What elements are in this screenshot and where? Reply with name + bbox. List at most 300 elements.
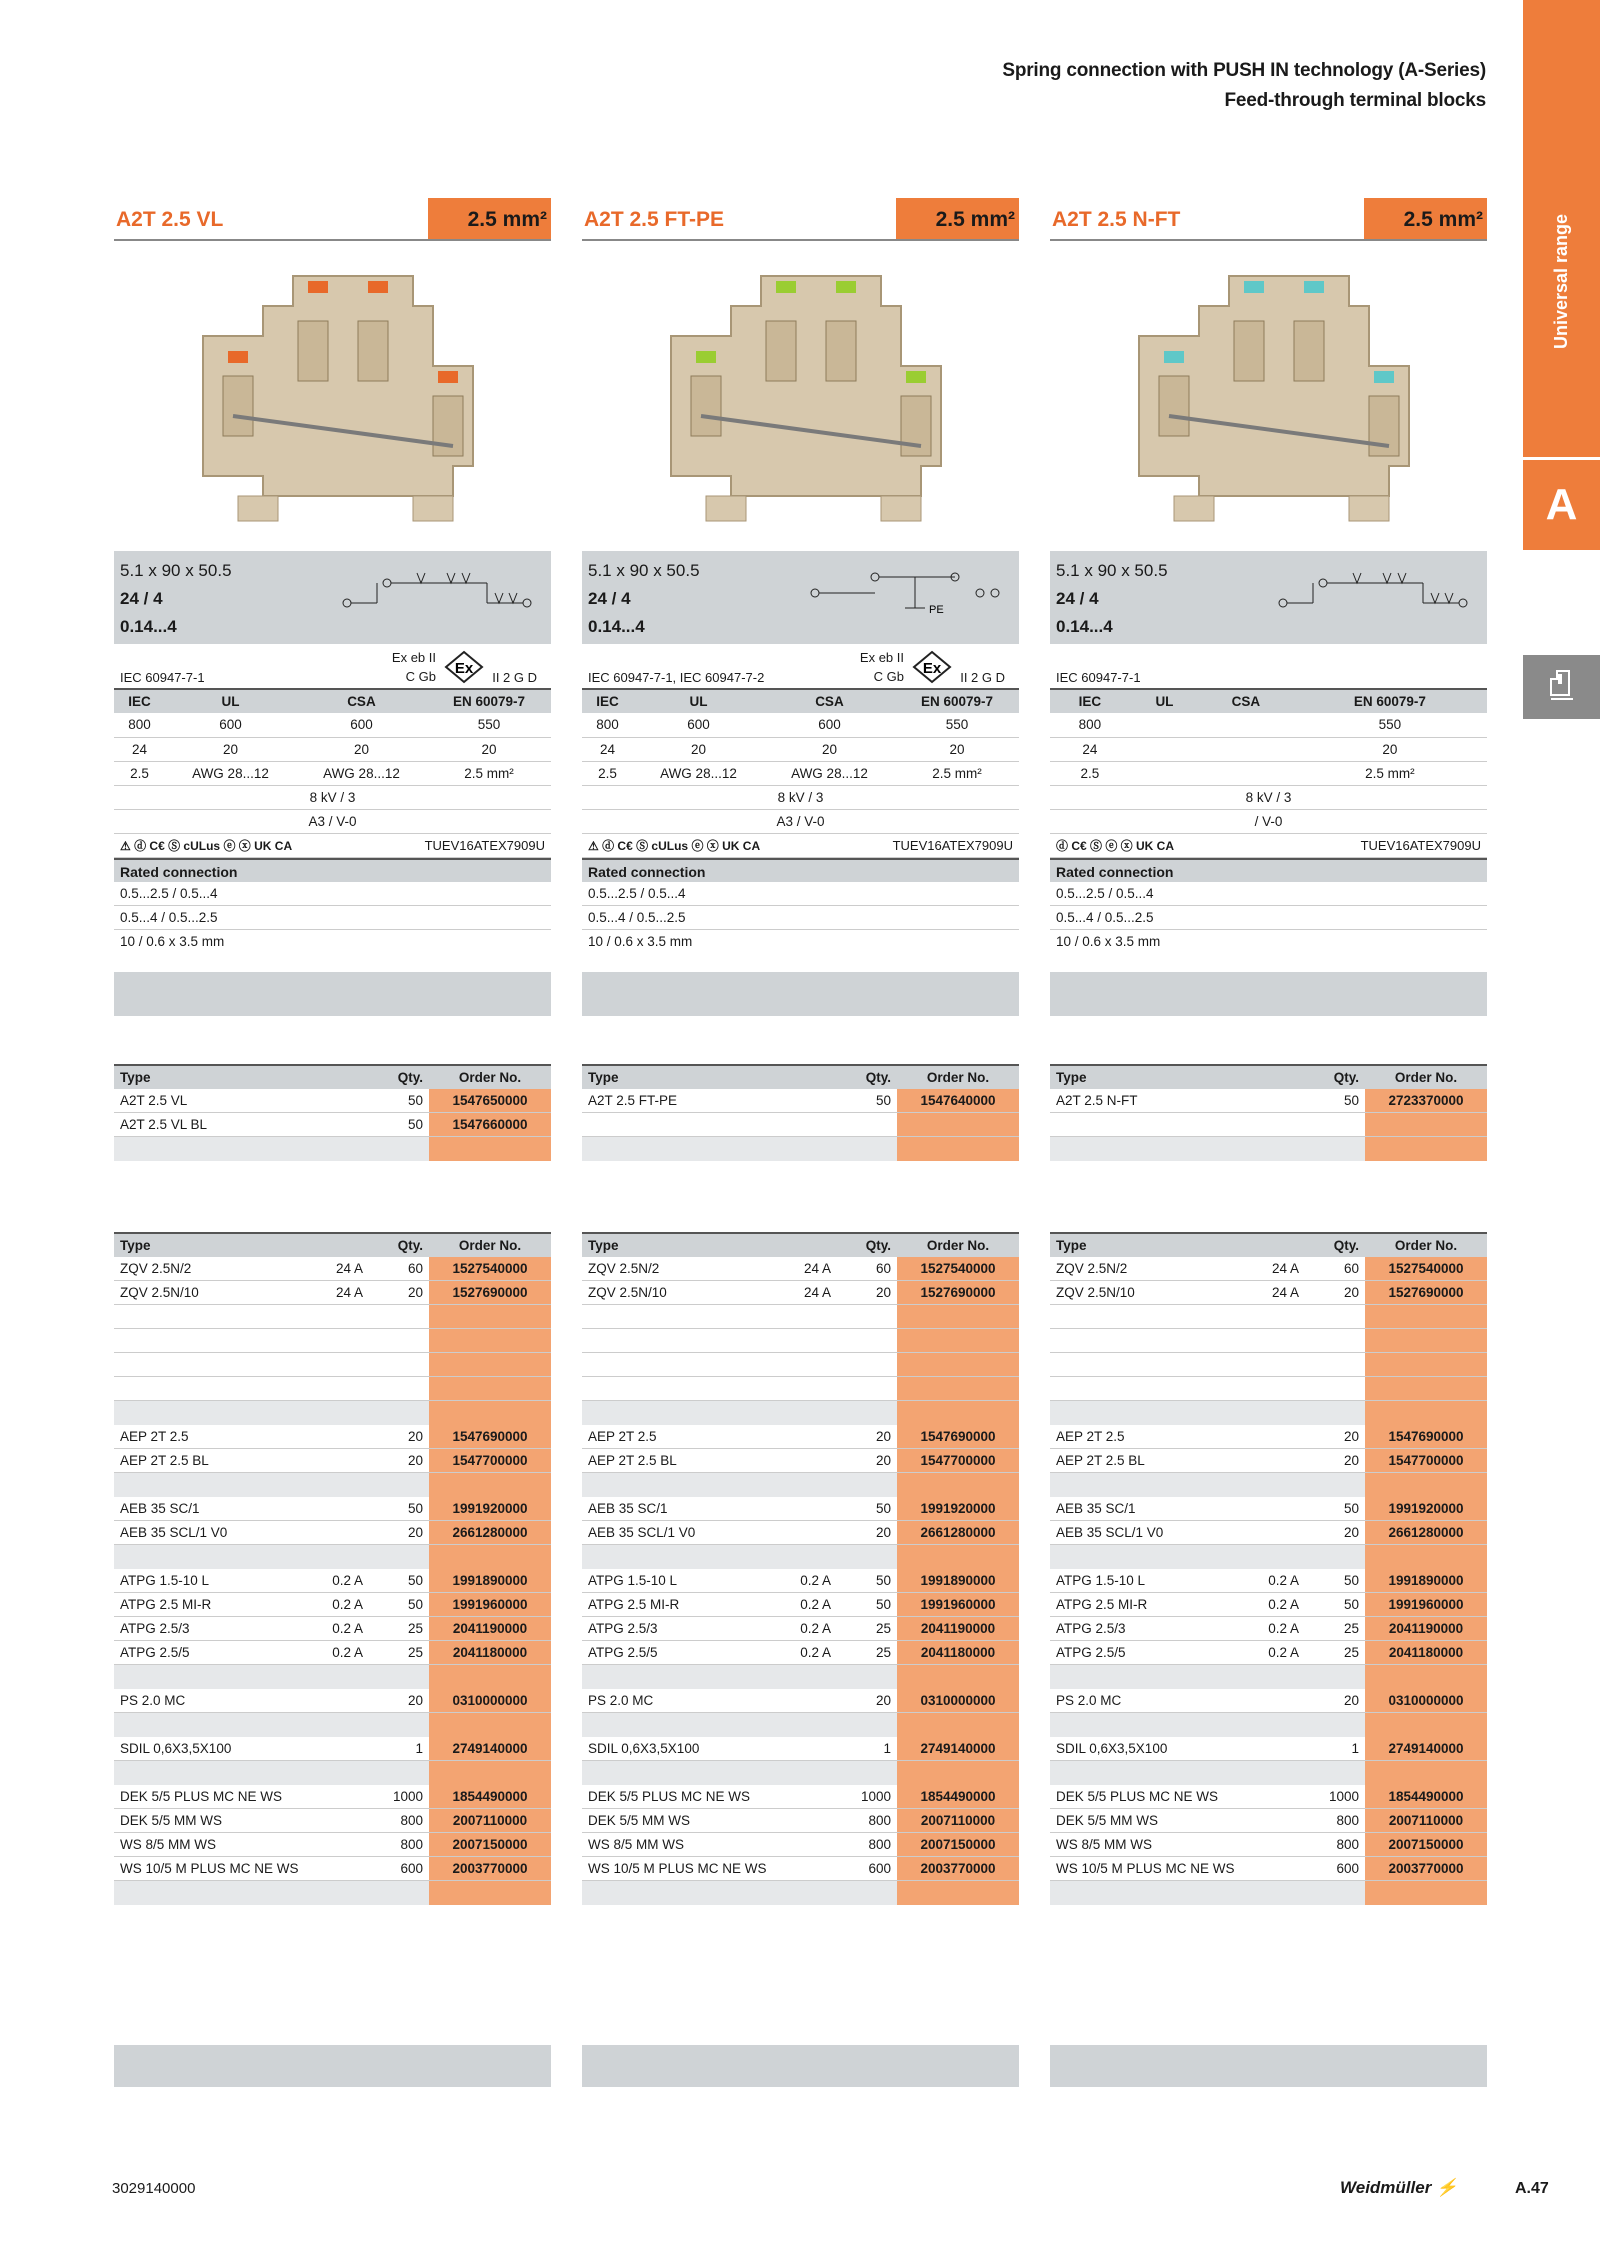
accessory-order-number[interactable]: 2007110000 xyxy=(897,1809,1019,1833)
accessory-order-number[interactable]: 2007110000 xyxy=(1365,1809,1487,1833)
bottom-band-2 xyxy=(582,2045,1019,2087)
accessory-qty: 20 xyxy=(1305,1689,1365,1713)
accessory-current: 24 A xyxy=(1245,1281,1305,1305)
accessory-order-number[interactable]: 1527540000 xyxy=(897,1257,1019,1281)
accessory-spacer xyxy=(1050,1401,1487,1425)
product-name: A2T 2.5 FT-PE xyxy=(584,208,725,231)
accessory-order-number[interactable]: 2007150000 xyxy=(429,1833,551,1857)
accessory-qty: 20 xyxy=(837,1449,897,1473)
header-line-2: Feed-through terminal blocks xyxy=(1224,90,1486,111)
ratio: 24 / 4 xyxy=(1056,589,1099,608)
accessory-current: 0.2 A xyxy=(1245,1593,1305,1617)
accessory-current: 24 A xyxy=(1245,1257,1305,1281)
accessory-current: 0.2 A xyxy=(777,1593,837,1617)
spec-summary xyxy=(114,551,551,644)
bottom-band-1 xyxy=(114,2045,551,2087)
accessory-current: 24 A xyxy=(777,1281,837,1305)
accessory-qty: 20 xyxy=(369,1449,429,1473)
accessory-order-number[interactable]: 1854490000 xyxy=(1365,1785,1487,1809)
accessory-row xyxy=(114,1689,551,1713)
certification-icons: ⚠ ⓓ C€ Ⓢ cULus ⓔ ⓧ UK CA xyxy=(120,838,293,853)
spec-cell: 20 xyxy=(764,737,895,761)
spec-row xyxy=(1050,737,1487,761)
accessory-current: 0.2 A xyxy=(309,1569,369,1593)
accessory-table xyxy=(114,1232,551,1905)
spec-cell: AWG 28...12 xyxy=(764,761,895,785)
accessory-row xyxy=(582,1737,1019,1761)
acc-head-qty: Qty. xyxy=(369,1233,429,1257)
accessory-order-number[interactable]: 2003770000 xyxy=(429,1857,551,1881)
spec-cell: 24 xyxy=(582,737,633,761)
accessory-row-empty xyxy=(582,1305,1019,1329)
accessory-type: ATPG 2.5/5 xyxy=(114,1641,309,1665)
accessory-order-number[interactable]: 2041180000 xyxy=(429,1641,551,1665)
spec-head: EN 60079-7 xyxy=(895,689,1019,713)
accessory-type: AEB 35 SCL/1 V0 xyxy=(582,1521,777,1545)
connection-row: 0.5...2.5 / 0.5...4 xyxy=(1050,882,1487,906)
accessory-current xyxy=(777,1809,837,1833)
accessory-type: AEP 2T 2.5 xyxy=(1050,1425,1245,1449)
order-row xyxy=(582,1089,1019,1113)
accessory-current xyxy=(309,1833,369,1857)
accessory-row xyxy=(114,1281,551,1305)
order-row-empty xyxy=(1050,1113,1487,1137)
product-column-2 xyxy=(582,198,1019,1905)
grey-band xyxy=(582,972,1019,1016)
spec-table xyxy=(114,688,551,834)
certifications-row xyxy=(582,834,1019,858)
accessory-row xyxy=(582,1617,1019,1641)
accessory-row xyxy=(582,1257,1019,1281)
accessory-type: ATPG 2.5/3 xyxy=(1050,1617,1245,1641)
accessory-order-number[interactable]: 1991920000 xyxy=(429,1497,551,1521)
acc-head-qty: Qty. xyxy=(837,1233,897,1257)
accessory-qty: 20 xyxy=(369,1425,429,1449)
spec-cell: 2.5 mm² xyxy=(895,761,1019,785)
header-line-1: Spring connection with PUSH IN technology (A-Series) xyxy=(1002,60,1486,81)
accessory-order-number[interactable]: 2003770000 xyxy=(897,1857,1019,1881)
accessory-current xyxy=(1245,1857,1305,1881)
accessory-row xyxy=(1050,1569,1487,1593)
accessory-spacer xyxy=(1050,1761,1487,1785)
spec-row xyxy=(114,713,551,737)
order-head-qty: Qty. xyxy=(369,1065,429,1089)
accessory-current xyxy=(1245,1809,1305,1833)
accessory-qty: 800 xyxy=(1305,1809,1365,1833)
ex-protection xyxy=(844,648,904,686)
cgb-label: C Gb xyxy=(405,669,436,684)
accessory-row-empty xyxy=(582,1353,1019,1377)
accessory-order-number[interactable]: 2661280000 xyxy=(897,1521,1019,1545)
accessory-qty: 600 xyxy=(837,1857,897,1881)
order-number[interactable]: 1547660000 xyxy=(429,1113,551,1137)
order-qty: 50 xyxy=(1305,1089,1365,1113)
accessory-type: ATPG 1.5-10 L xyxy=(582,1569,777,1593)
brand-name: Weidmüller xyxy=(1340,2178,1432,2197)
accessory-row xyxy=(1050,1497,1487,1521)
spec-cell xyxy=(1130,761,1199,785)
order-table xyxy=(1050,1064,1487,1161)
accessory-order-number[interactable]: 2041180000 xyxy=(1365,1641,1487,1665)
ex-icon xyxy=(912,650,952,687)
accessory-qty: 800 xyxy=(1305,1833,1365,1857)
accessory-spacer xyxy=(582,1713,1019,1737)
accessory-qty: 25 xyxy=(369,1617,429,1641)
order-head-no: Order No. xyxy=(1365,1065,1487,1089)
accessory-order-number[interactable]: 0310000000 xyxy=(1365,1689,1487,1713)
accessory-spacer xyxy=(114,1473,551,1497)
accessory-order-number[interactable]: 1527690000 xyxy=(429,1281,551,1305)
dimensions: 5.1 x 90 x 50.5 xyxy=(588,561,700,580)
accessory-qty: 20 xyxy=(837,1521,897,1545)
accessory-current xyxy=(777,1425,837,1449)
ratio: 24 / 4 xyxy=(120,589,163,608)
accessory-current xyxy=(1245,1521,1305,1545)
accessory-type: DEK 5/5 MM WS xyxy=(114,1809,309,1833)
accessory-current xyxy=(777,1497,837,1521)
accessory-current xyxy=(777,1833,837,1857)
rated-connection-heading: Rated connection xyxy=(582,858,1019,882)
spec-cell: 600 xyxy=(764,713,895,737)
wire-range: 0.14...4 xyxy=(588,617,645,636)
accessory-current: 24 A xyxy=(309,1257,369,1281)
accessory-order-number[interactable]: 2661280000 xyxy=(1365,1521,1487,1545)
order-table xyxy=(114,1064,551,1161)
certificate-number: TUEV16ATEX7909U xyxy=(424,837,545,853)
accessory-type: PS 2.0 MC xyxy=(114,1689,309,1713)
accessory-qty: 20 xyxy=(369,1281,429,1305)
accessory-current xyxy=(1245,1425,1305,1449)
accessory-qty: 60 xyxy=(837,1257,897,1281)
accessory-type: SDIL 0,6X3,5X100 xyxy=(582,1737,777,1761)
spec-head: IEC xyxy=(114,689,165,713)
accessory-qty: 600 xyxy=(1305,1857,1365,1881)
product-size: 2.5 mm² xyxy=(896,198,1019,239)
standards-row xyxy=(1050,644,1487,688)
accessory-current xyxy=(1245,1689,1305,1713)
dimensions: 5.1 x 90 x 50.5 xyxy=(120,561,232,580)
accessory-row xyxy=(582,1281,1019,1305)
accessory-order-number[interactable]: 1547690000 xyxy=(429,1425,551,1449)
spec-cell: 2.5 xyxy=(114,761,165,785)
doc-number: 3029140000 xyxy=(112,2180,196,2197)
accessory-qty: 20 xyxy=(837,1281,897,1305)
accessory-order-number[interactable]: 1991960000 xyxy=(897,1593,1019,1617)
accessory-order-number[interactable]: 1991890000 xyxy=(897,1569,1019,1593)
accessory-order-number[interactable]: 2749140000 xyxy=(1365,1737,1487,1761)
accessory-qty: 25 xyxy=(837,1617,897,1641)
accessory-row xyxy=(582,1449,1019,1473)
acc-head-qty: Qty. xyxy=(1305,1233,1365,1257)
accessory-order-number[interactable]: 1991960000 xyxy=(429,1593,551,1617)
order-number[interactable]: 2723370000 xyxy=(1365,1089,1487,1113)
spec-cell xyxy=(1199,761,1293,785)
circuit-schema-icon xyxy=(805,563,1005,623)
accessory-current: 0.2 A xyxy=(1245,1617,1305,1641)
ex-icon xyxy=(444,650,484,687)
accessory-qty: 1 xyxy=(369,1737,429,1761)
accessory-type: ATPG 2.5/5 xyxy=(1050,1641,1245,1665)
accessory-type: ATPG 2.5 MI-R xyxy=(1050,1593,1245,1617)
accessory-current xyxy=(309,1497,369,1521)
order-type: A2T 2.5 VL xyxy=(114,1089,369,1113)
accessory-row xyxy=(114,1257,551,1281)
order-head-no: Order No. xyxy=(429,1065,551,1089)
accessory-order-number[interactable]: 2041190000 xyxy=(429,1617,551,1641)
accessory-qty: 800 xyxy=(369,1833,429,1857)
product-size: 2.5 mm² xyxy=(428,198,551,239)
accessory-spacer xyxy=(1050,1881,1487,1905)
accessory-row xyxy=(1050,1785,1487,1809)
accessory-order-number[interactable]: 2003770000 xyxy=(1365,1857,1487,1881)
accessory-qty: 25 xyxy=(1305,1641,1365,1665)
accessory-order-number[interactable]: 2041190000 xyxy=(897,1617,1019,1641)
accessory-current xyxy=(777,1785,837,1809)
accessory-row xyxy=(1050,1593,1487,1617)
accessory-type: WS 8/5 MM WS xyxy=(114,1833,309,1857)
order-number[interactable]: 1547650000 xyxy=(429,1089,551,1113)
wire-range: 0.14...4 xyxy=(120,617,177,636)
product-image xyxy=(114,241,551,551)
accessory-row xyxy=(1050,1689,1487,1713)
accessory-order-number[interactable]: 2007110000 xyxy=(429,1809,551,1833)
accessory-row xyxy=(114,1737,551,1761)
accessory-order-number[interactable]: 1547700000 xyxy=(429,1449,551,1473)
connection-row: 0.5...4 / 0.5...2.5 xyxy=(582,906,1019,930)
accessory-order-number[interactable]: 1854490000 xyxy=(429,1785,551,1809)
accessory-spacer xyxy=(1050,1545,1487,1569)
accessory-row xyxy=(114,1833,551,1857)
spec-table xyxy=(582,688,1019,834)
accessory-order-number[interactable]: 1991920000 xyxy=(1365,1497,1487,1521)
accessory-qty: 60 xyxy=(1305,1257,1365,1281)
spec-summary xyxy=(1050,551,1487,644)
accessory-order-number[interactable]: 1991920000 xyxy=(897,1497,1019,1521)
accessory-qty: 50 xyxy=(1305,1569,1365,1593)
certificate-number: TUEV16ATEX7909U xyxy=(1360,837,1481,853)
rated-connection-heading: Rated connection xyxy=(114,858,551,882)
order-row xyxy=(1050,1089,1487,1113)
spec-head: UL xyxy=(165,689,296,713)
column-header xyxy=(114,198,551,241)
connection-list xyxy=(1050,882,1487,954)
accessory-type: ATPG 2.5 MI-R xyxy=(582,1593,777,1617)
accessory-order-number[interactable]: 1527540000 xyxy=(429,1257,551,1281)
accessory-current xyxy=(1245,1449,1305,1473)
accessory-type: ZQV 2.5N/2 xyxy=(114,1257,309,1281)
spec-cell: 550 xyxy=(427,713,551,737)
accessory-qty: 1000 xyxy=(1305,1785,1365,1809)
product-name: A2T 2.5 N-FT xyxy=(1052,208,1181,231)
product-name: A2T 2.5 VL xyxy=(116,208,224,231)
accessory-type: AEP 2T 2.5 BL xyxy=(114,1449,309,1473)
accessory-type: AEP 2T 2.5 xyxy=(114,1425,309,1449)
accessory-order-number[interactable]: 2007150000 xyxy=(1365,1833,1487,1857)
accessory-qty: 60 xyxy=(369,1257,429,1281)
accessory-current xyxy=(309,1809,369,1833)
accessory-row xyxy=(1050,1281,1487,1305)
accessory-type: ATPG 2.5/5 xyxy=(582,1641,777,1665)
accessory-order-number[interactable]: 1527690000 xyxy=(1365,1281,1487,1305)
accessory-order-number[interactable]: 2749140000 xyxy=(897,1737,1019,1761)
accessory-type: AEB 35 SC/1 xyxy=(114,1497,309,1521)
accessory-order-number[interactable]: 1527540000 xyxy=(1365,1257,1487,1281)
kv-rating: 8 kV / 3 xyxy=(1050,785,1487,809)
accessory-type: ATPG 2.5/3 xyxy=(582,1617,777,1641)
standard: IEC 60947-7-1, IEC 60947-7-2 xyxy=(588,670,765,685)
flame-rating: A3 / V-0 xyxy=(114,809,551,833)
accessory-order-number[interactable]: 1547700000 xyxy=(897,1449,1019,1473)
accessory-row xyxy=(582,1641,1019,1665)
spec-head: IEC xyxy=(1050,689,1130,713)
connection-row: 0.5...2.5 / 0.5...4 xyxy=(582,882,1019,906)
accessory-qty: 50 xyxy=(369,1593,429,1617)
sidebar-section-tab[interactable] xyxy=(1523,655,1600,719)
accessory-qty: 20 xyxy=(1305,1449,1365,1473)
accessory-row xyxy=(1050,1617,1487,1641)
accessory-qty: 50 xyxy=(837,1569,897,1593)
accessory-row-empty xyxy=(1050,1329,1487,1353)
accessory-type: ATPG 1.5-10 L xyxy=(1050,1569,1245,1593)
connection-row: 0.5...2.5 / 0.5...4 xyxy=(114,882,551,906)
accessory-row-empty xyxy=(114,1377,551,1401)
accessory-order-number[interactable]: 1991960000 xyxy=(1365,1593,1487,1617)
accessory-order-number[interactable]: 1527690000 xyxy=(897,1281,1019,1305)
kv-rating: 8 kV / 3 xyxy=(582,785,1019,809)
accessory-row-empty xyxy=(1050,1377,1487,1401)
accessory-current: 0.2 A xyxy=(309,1641,369,1665)
accessory-order-number[interactable]: 2007150000 xyxy=(897,1833,1019,1857)
accessory-qty: 20 xyxy=(369,1689,429,1713)
page-number: A.47 xyxy=(1515,2180,1549,2197)
svg-text:Ex: Ex xyxy=(922,660,942,677)
svg-text:Ex: Ex xyxy=(454,660,474,677)
accessory-type: ZQV 2.5N/2 xyxy=(582,1257,777,1281)
acc-head-no: Order No. xyxy=(897,1233,1019,1257)
accessory-row xyxy=(1050,1257,1487,1281)
spec-cell: 600 xyxy=(165,713,296,737)
spec-row xyxy=(582,761,1019,785)
terminal-block-icon xyxy=(1547,667,1577,707)
acc-head-no: Order No. xyxy=(1365,1233,1487,1257)
spec-cell: 600 xyxy=(296,713,427,737)
accessory-type: SDIL 0,6X3,5X100 xyxy=(114,1737,309,1761)
circuit-schema-icon xyxy=(1273,563,1473,623)
accessory-qty: 50 xyxy=(369,1497,429,1521)
accessory-order-number[interactable]: 0310000000 xyxy=(897,1689,1019,1713)
accessory-order-number[interactable]: 1854490000 xyxy=(897,1785,1019,1809)
accessory-order-number[interactable]: 1547690000 xyxy=(897,1425,1019,1449)
accessory-type: AEB 35 SCL/1 V0 xyxy=(1050,1521,1245,1545)
order-qty: 50 xyxy=(837,1089,897,1113)
accessory-type: DEK 5/5 PLUS MC NE WS xyxy=(582,1785,777,1809)
accessory-row-empty xyxy=(582,1377,1019,1401)
accessory-row xyxy=(1050,1737,1487,1761)
standards-row xyxy=(114,644,551,688)
accessory-order-number[interactable]: 0310000000 xyxy=(429,1689,551,1713)
ex-eb-label: Ex eb II xyxy=(391,650,436,665)
accessory-current xyxy=(1245,1833,1305,1857)
order-number[interactable]: 1547640000 xyxy=(897,1089,1019,1113)
accessory-row xyxy=(114,1617,551,1641)
accessory-order-number[interactable]: 1991890000 xyxy=(429,1569,551,1593)
grey-band xyxy=(1050,972,1487,1016)
accessory-table xyxy=(1050,1232,1487,1905)
accessory-current: 0.2 A xyxy=(309,1617,369,1641)
flame-rating: / V-0 xyxy=(1050,809,1487,833)
accessory-row-empty xyxy=(1050,1353,1487,1377)
brand-logo xyxy=(1340,2178,1457,2198)
accessory-spacer xyxy=(114,1713,551,1737)
accessory-qty: 800 xyxy=(837,1833,897,1857)
accessory-type: AEP 2T 2.5 BL xyxy=(582,1449,777,1473)
accessory-type: SDIL 0,6X3,5X100 xyxy=(1050,1737,1245,1761)
accessory-order-number[interactable]: 2661280000 xyxy=(429,1521,551,1545)
accessory-order-number[interactable]: 1547700000 xyxy=(1365,1449,1487,1473)
accessory-current xyxy=(777,1449,837,1473)
connection-list xyxy=(114,882,551,954)
accessory-current: 0.2 A xyxy=(777,1641,837,1665)
accessory-type: ATPG 2.5 MI-R xyxy=(114,1593,309,1617)
accessory-qty: 20 xyxy=(369,1521,429,1545)
accessory-order-number[interactable]: 1991890000 xyxy=(1365,1569,1487,1593)
accessory-current xyxy=(309,1785,369,1809)
accessory-order-number[interactable]: 2041180000 xyxy=(897,1641,1019,1665)
spec-cell: 20 xyxy=(165,737,296,761)
accessory-order-number[interactable]: 2041190000 xyxy=(1365,1617,1487,1641)
accessory-current xyxy=(309,1737,369,1761)
sidebar-letter-tab[interactable]: A xyxy=(1523,460,1600,550)
accessory-order-number[interactable]: 2749140000 xyxy=(429,1737,551,1761)
spec-summary xyxy=(582,551,1019,644)
spec-cell: 2.5 mm² xyxy=(427,761,551,785)
accessory-type: WS 10/5 M PLUS MC NE WS xyxy=(1050,1857,1245,1881)
order-row xyxy=(114,1113,551,1137)
product-image xyxy=(582,241,1019,551)
connection-row: 0.5...4 / 0.5...2.5 xyxy=(114,906,551,930)
spec-cell: 20 xyxy=(296,737,427,761)
certification-icons: ⚠ ⓓ C€ Ⓢ cULus ⓔ ⓧ UK CA xyxy=(588,838,761,853)
page-header xyxy=(1002,56,1486,116)
accessory-current xyxy=(309,1689,369,1713)
order-head-qty: Qty. xyxy=(1305,1065,1365,1089)
standards-row xyxy=(582,644,1019,688)
accessory-row xyxy=(114,1593,551,1617)
connection-row: 0.5...4 / 0.5...2.5 xyxy=(1050,906,1487,930)
accessory-row xyxy=(582,1785,1019,1809)
accessory-qty: 20 xyxy=(1305,1425,1365,1449)
accessory-row xyxy=(114,1449,551,1473)
certification-icons: ⓓ C€ Ⓢ ⓔ ⓧ UK CA xyxy=(1056,838,1175,853)
order-type: A2T 2.5 N-FT xyxy=(1050,1089,1305,1113)
accessory-current xyxy=(1245,1497,1305,1521)
accessory-qty: 50 xyxy=(837,1593,897,1617)
accessory-spacer xyxy=(114,1881,551,1905)
sidebar-range-label: Universal range xyxy=(1551,213,1571,349)
accessory-row xyxy=(114,1785,551,1809)
accessory-current xyxy=(1245,1737,1305,1761)
accessory-table xyxy=(582,1232,1019,1905)
accessory-row xyxy=(582,1833,1019,1857)
accessory-current xyxy=(777,1689,837,1713)
spec-cell: AWG 28...12 xyxy=(633,761,764,785)
accessory-current: 0.2 A xyxy=(777,1569,837,1593)
accessory-current xyxy=(1245,1785,1305,1809)
accessory-spacer xyxy=(582,1473,1019,1497)
spec-cell xyxy=(1130,737,1199,761)
accessory-order-number[interactable]: 1547690000 xyxy=(1365,1425,1487,1449)
connection-row: 10 / 0.6 x 3.5 mm xyxy=(120,933,225,949)
